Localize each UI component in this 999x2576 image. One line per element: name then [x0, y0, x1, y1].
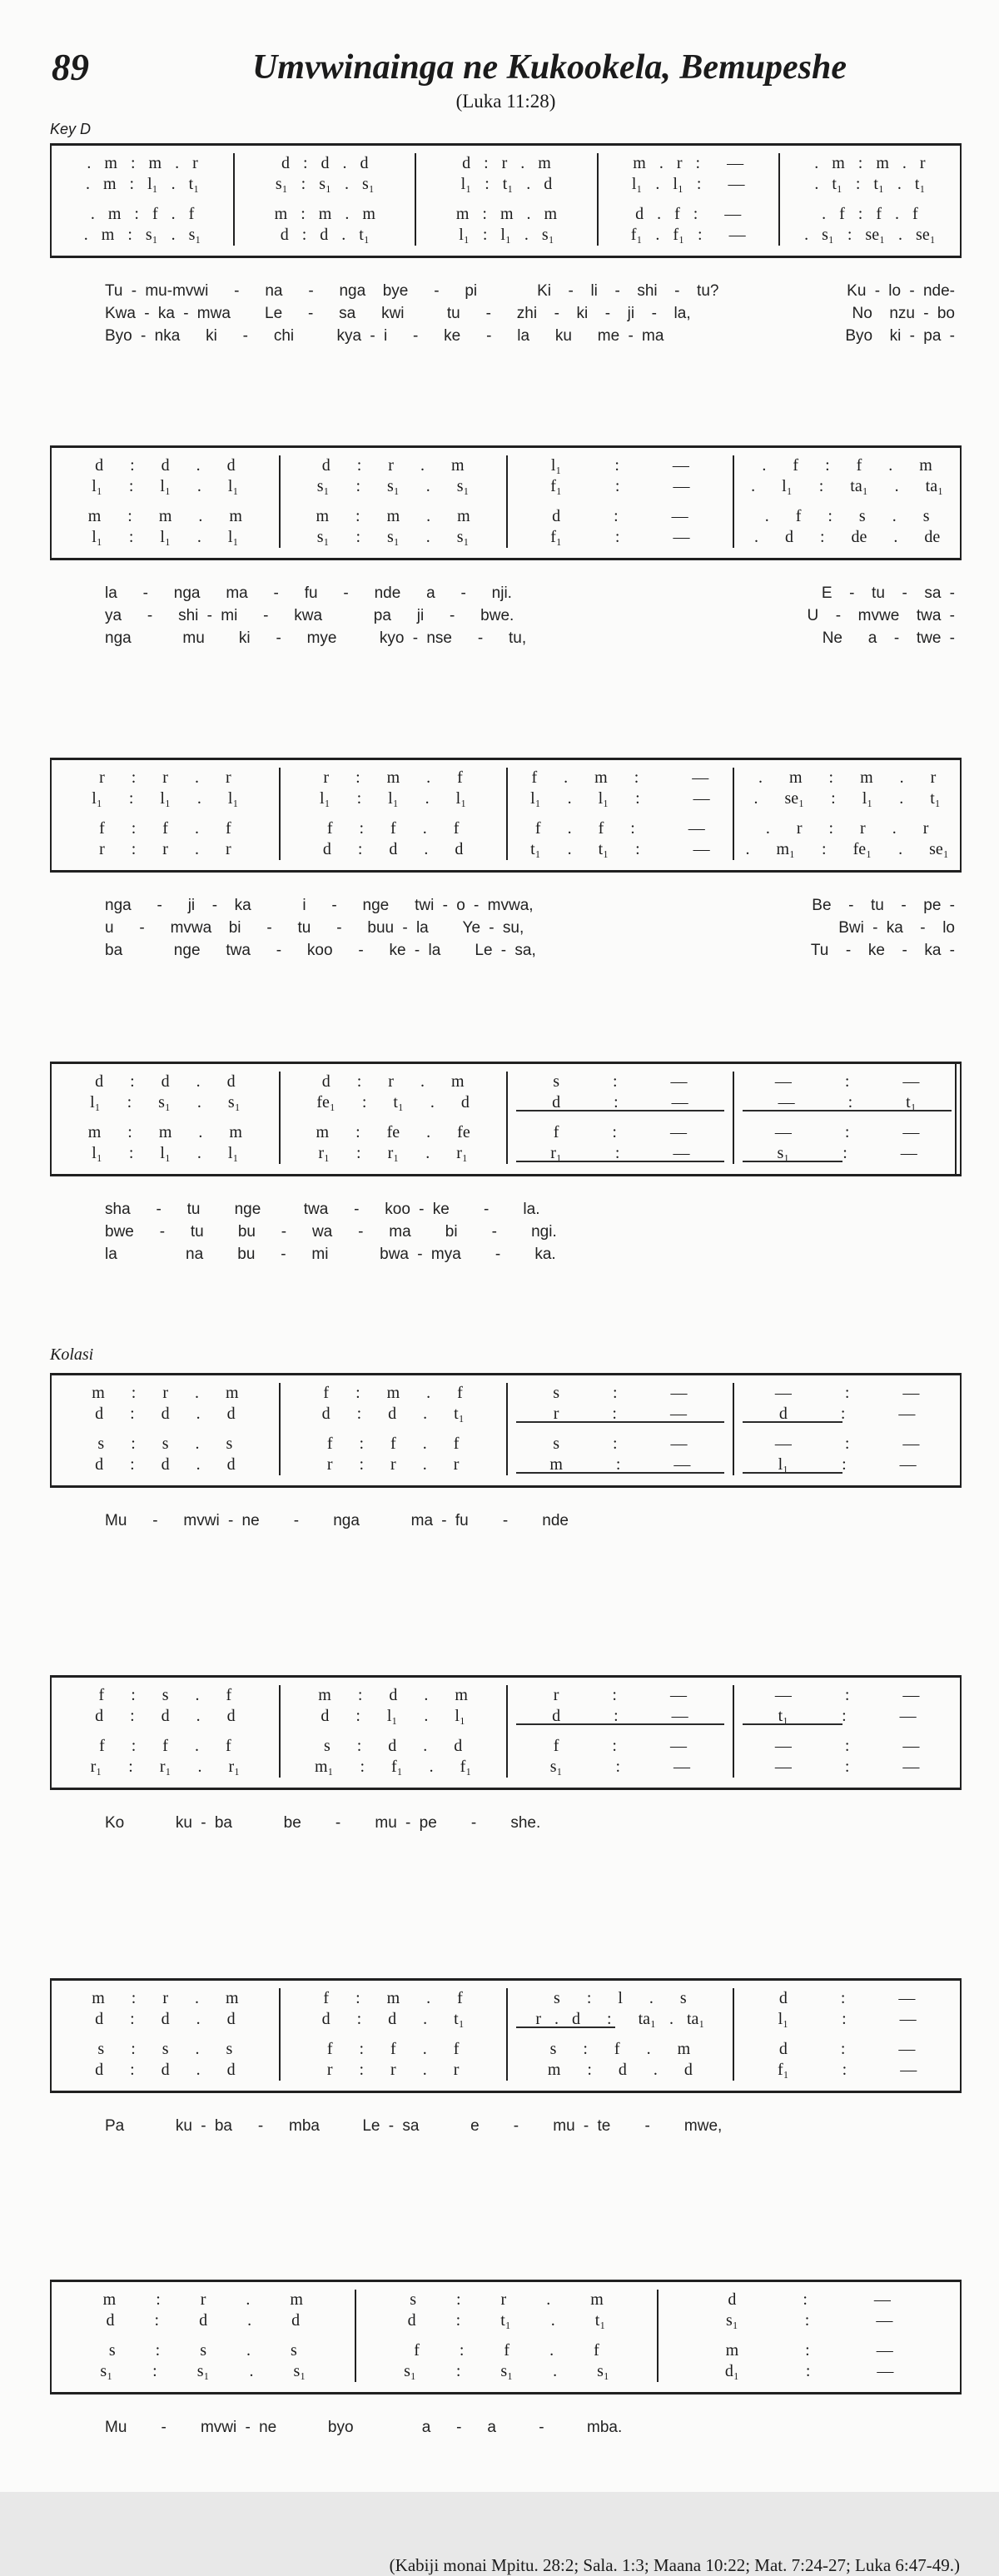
solfa-cell: l₁ : t₁ . d [415, 174, 596, 195]
solfa-cell: r : r . r [279, 2060, 506, 2081]
solfa-cell: m : fe . fe [279, 1113, 506, 1143]
solfa-system [50, 1062, 962, 1176]
solfa-cell: r : — [506, 1404, 733, 1425]
lyric-line [50, 894, 962, 917]
lyrics-block [50, 2416, 962, 2439]
solfa-cell: t₁ : — [733, 1706, 960, 1727]
solfa-cell: l₁ : l₁ . l₁ [92, 789, 239, 808]
solfa-cell: d : d . t₁ [279, 1404, 506, 1425]
solfa-cell: f . m : — [506, 768, 733, 788]
solfa-cell: d : — [657, 2290, 960, 2310]
solfa-cell: d : d . d [95, 1072, 236, 1091]
solfa-cell: s₁ : s₁ . s₁ [279, 476, 506, 497]
solfa-system [50, 2280, 962, 2394]
lyric-line [50, 604, 962, 627]
solfa-cell: d : d . d [279, 839, 506, 860]
page-header [50, 47, 962, 88]
solfa-cell: d : — [506, 497, 733, 527]
system-block [50, 1345, 962, 1532]
lyric-right: Tu - ke - ka - [810, 942, 955, 959]
lyric-line [50, 917, 962, 939]
solfa-cell: . m : m . r [778, 153, 960, 174]
solfa-cell: r₁ : — [506, 1143, 733, 1164]
lyric-line [50, 302, 962, 325]
lyric-left: Tu - mu-mvwi - na - nga bye - pi Ki - li - shi - tu? [105, 282, 719, 300]
solfa-cell: f : f . f [99, 819, 231, 838]
solfa-cell: r₁ : r₁ . r₁ [279, 1143, 506, 1164]
system-block [50, 1062, 962, 1266]
solfa-cell: m₁ : f₁ . f₁ [279, 1757, 506, 1778]
solfa-cell: l₁ : l₁ . l₁ [92, 1144, 239, 1162]
solfa-cell: s₁ : s₁ . s₁ [279, 527, 506, 548]
solfa-cell: l₁ : l₁ . l₁ [92, 528, 239, 546]
solfa-cell: f₁ : — [506, 476, 733, 497]
lyric-left: u - mvwa bi - tu - buu - la Ye - su, [105, 919, 524, 937]
lyric-line [50, 2115, 962, 2137]
solfa-system [50, 445, 962, 560]
lyric-line [50, 627, 962, 649]
lyric-left: Pa ku - ba - mba Le - sa e - mu - te - mwe, [105, 2117, 723, 2135]
solfa-cell: f : f . f [279, 809, 506, 839]
solfa-cell: l₁ : l₁ . l₁ [279, 788, 506, 809]
lyric-left: Byo - nka ki - chi kya - i - ke - la ku me - ma [105, 327, 664, 345]
solfa-cell: s : — [506, 1425, 733, 1455]
hymn-number: 89 [52, 47, 89, 88]
lyric-line [50, 280, 962, 302]
solfa-cell: l₁ : — [733, 1455, 960, 1475]
solfa-cell: m : d . m [279, 1685, 506, 1706]
solfa-cell: — : — [733, 1425, 960, 1455]
solfa-cell: d : d . d [95, 456, 236, 475]
lyric-line [50, 1243, 962, 1266]
solfa-cell: f₁ . f₁ : — [597, 225, 778, 246]
solfa-cell: m . r : — [597, 153, 778, 174]
section-label-kolasi: Kolasi [50, 1345, 94, 1364]
solfa-cell: — : t₁ [733, 1092, 960, 1113]
solfa-cell: d : l₁ . l₁ [279, 1706, 506, 1727]
solfa-cell: f : — [506, 1727, 733, 1757]
solfa-cell: m : m . m [87, 1123, 242, 1141]
system-block [50, 1675, 962, 1834]
lyric-line [50, 582, 962, 604]
system-block [50, 758, 962, 962]
lyric-left: ba nge twa - koo - ke - la Le - sa, [105, 942, 536, 959]
solfa-system [50, 1675, 962, 1790]
solfa-cell: d : d . d [95, 1405, 236, 1423]
lyric-left: Ko ku - ba be - mu - pe - she. [105, 1814, 541, 1832]
solfa-cell: s : s . s [108, 2341, 297, 2360]
solfa-cell: d : — [733, 2030, 960, 2060]
solfa-cell: s₁ : s₁ . s₁ [355, 2361, 658, 2382]
lyrics-block [50, 1198, 962, 1266]
lyric-right: U - mvwe twa - [807, 607, 955, 624]
lyrics-block [50, 582, 962, 649]
solfa-cell: — : — [733, 1113, 960, 1143]
solfa-cell: l₁ : s₁ . s₁ [90, 1093, 241, 1111]
solfa-cell: d : d . d [233, 153, 415, 174]
solfa-system [50, 143, 962, 258]
lyric-line [50, 1221, 962, 1243]
lyric-line [50, 1812, 962, 1834]
solfa-cell: . m : m . r [733, 768, 960, 788]
solfa-cell: r : r . r [99, 840, 231, 858]
lyric-line [50, 325, 962, 347]
solfa-cell: . f : f . f [778, 195, 960, 225]
solfa-cell: . r : r . r [733, 809, 960, 839]
solfa-cell: — : — [733, 1383, 960, 1404]
solfa-cell: f : f . f [279, 2030, 506, 2060]
solfa-cell: d : d . t₁ [279, 2009, 506, 2030]
solfa-cell: d : d . d [95, 2010, 236, 2028]
system-block [50, 445, 962, 649]
solfa-cell: — : — [733, 1727, 960, 1757]
solfa-cell: s : f . m [506, 2030, 733, 2060]
solfa-cell: f : m . f [279, 1988, 506, 2009]
solfa-cell: . se₁ : l₁ . t₁ [733, 788, 960, 809]
solfa-cell: s : s . s [97, 1435, 233, 1453]
lyric-left: Mu - mvwi - ne byo a - a - mba. [105, 2419, 623, 2436]
solfa-cell: l₁ : l₁ . l₁ [92, 477, 239, 495]
solfa-cell: f : m . f [279, 1383, 506, 1404]
system-block [50, 1978, 962, 2137]
solfa-cell: d : d . d [95, 1707, 236, 1725]
solfa-cell: m : m . m [233, 195, 415, 225]
solfa-cell: s : l . s [506, 1988, 733, 2009]
solfa-cell: f : f . f [355, 2331, 658, 2361]
solfa-cell: . t₁ : t₁ . t₁ [778, 174, 960, 195]
solfa-cell: d . f : — [597, 195, 778, 225]
solfa-cell: d : r . m [415, 153, 596, 174]
solfa-cell: m : m . m [87, 507, 242, 525]
solfa-cell: . f : f . m [733, 455, 960, 476]
solfa-cell: . m : l₁ . t₁ [86, 175, 200, 193]
solfa-cell: m : r . m [102, 2290, 303, 2309]
solfa-cell: . m₁ : fe₁ . se₁ [733, 839, 960, 860]
solfa-cell: fe₁ : t₁ . d [279, 1092, 506, 1113]
solfa-cell: t₁ . t₁ : — [506, 839, 733, 860]
lyric-right: Ku - lo - nde- [847, 282, 955, 300]
solfa-cell: d : — [506, 1092, 733, 1113]
solfa-cell: l₁ . l₁ : — [597, 174, 778, 195]
lyrics-block [50, 1812, 962, 1834]
solfa-cell: f₁ : — [506, 527, 733, 548]
solfa-cell: f : f . f [279, 1425, 506, 1455]
solfa-cell: s : r . m [355, 2290, 658, 2310]
solfa-cell: . m : s₁ . s₁ [83, 226, 201, 244]
solfa-cell: m : r . m [92, 1384, 239, 1402]
solfa-cell: . s₁ : se₁ . se₁ [778, 225, 960, 246]
solfa-system [50, 1373, 962, 1488]
solfa-cell: f : — [506, 1113, 733, 1143]
solfa-cell: s : — [506, 1383, 733, 1404]
solfa-cell: l₁ : — [506, 455, 733, 476]
solfa-cell: d : d . d [95, 2061, 236, 2079]
solfa-cell: . m : m . r [87, 154, 198, 172]
solfa-cell: m : m . m [279, 497, 506, 527]
solfa-cell: s₁ : s₁ . s₁ [100, 2362, 306, 2380]
lyric-left: nga mu ki - mye kyo - nse - tu, [105, 629, 527, 647]
solfa-cell: . d : de . de [733, 527, 960, 548]
solfa-cell: — : — [733, 1757, 960, 1778]
solfa-cell: d : — [733, 1404, 960, 1425]
lyric-left: ya - shi - mi - kwa pa ji - bwe. [105, 607, 514, 624]
solfa-cell: m : m . m [415, 195, 596, 225]
page-title: Umvwinainga ne Kukookela, Bemupeshe [251, 48, 847, 87]
solfa-cell: r . d : ta₁ . ta₁ [506, 2009, 733, 2030]
lyric-left: nga - ji - ka i - nge twi - o - mvwa, [105, 897, 534, 914]
lyric-line [50, 2416, 962, 2439]
solfa-cell: m : — [657, 2331, 960, 2361]
lyric-right: Byo ki - pa - [845, 327, 955, 345]
solfa-cell: m : — [506, 1455, 733, 1475]
solfa-cell: d : — [733, 1988, 960, 2009]
solfa-cell: s : — [506, 1072, 733, 1092]
solfa-cell: l₁ . l₁ : — [506, 788, 733, 809]
key-signature-label: Key D [50, 121, 92, 137]
solfa-cell: d₁ : — [657, 2361, 960, 2382]
solfa-cell: f : s . f [98, 1686, 232, 1704]
solfa-cell: f₁ : — [733, 2060, 960, 2081]
system-block [50, 2280, 962, 2439]
solfa-cell: . l₁ : ta₁ . ta₁ [733, 476, 960, 497]
solfa-cell: d : d . t₁ [233, 225, 415, 246]
lyric-left: Kwa - ka - mwa Le - sa kwi tu - zhi - ki - ji - la, [105, 305, 691, 322]
solfa-system [50, 758, 962, 873]
lyrics-block [50, 280, 962, 347]
footer-references: (Kabiji monai Mpitu. 28:2; Sala. 1:3; Maana 10:22; Mat. 7:24-27; Luka 6:47-49.) [389, 2555, 960, 2575]
solfa-cell: s : s . s [97, 2040, 233, 2058]
solfa-cell: s₁ : — [506, 1757, 733, 1778]
lyric-left: Mu - mvwi - ne - nga ma - fu - nde [105, 1512, 569, 1529]
lyrics-block [50, 894, 962, 962]
solfa-cell: r : m . f [279, 768, 506, 788]
solfa-cell: m : r . m [92, 1989, 239, 2007]
solfa-cell: d : t₁ . t₁ [355, 2310, 658, 2331]
lyric-left: sha - tu nge twa - koo - ke - la. [105, 1201, 540, 1218]
solfa-cell: d : r . m [279, 455, 506, 476]
solfa-cell: r₁ : r₁ . r₁ [90, 1758, 241, 1776]
solfa-cell: f . f : — [506, 809, 733, 839]
notation-systems [50, 143, 962, 2439]
solfa-cell: s : d . d [279, 1727, 506, 1757]
solfa-cell: . m : f . f [90, 205, 195, 223]
lyrics-block [50, 1509, 962, 1532]
solfa-cell: l₁ : l₁ . s₁ [415, 225, 596, 246]
solfa-cell: f : f . f [99, 1737, 231, 1755]
lyric-right: No nzu - bo [852, 305, 955, 322]
scripture-reference: (Luka 11:28) [455, 91, 556, 112]
solfa-cell: — : — [733, 1072, 960, 1092]
lyric-line [50, 1509, 962, 1532]
solfa-cell: . f : s . s [733, 497, 960, 527]
solfa-cell: m : d . d [506, 2060, 733, 2081]
solfa-cell: s₁ : s₁ . s₁ [233, 174, 415, 195]
solfa-cell: s₁ : — [733, 1143, 960, 1164]
lyric-left: bwe - tu bu - wa - ma bi - ngi. [105, 1223, 557, 1241]
lyric-left: la - nga ma - fu - nde a - nji. [105, 584, 512, 602]
solfa-cell: — : — [733, 1685, 960, 1706]
lyric-left: la na bu - mi bwa - mya - ka. [105, 1246, 556, 1263]
lyric-right: Be - tu - pe - [812, 897, 955, 914]
lyrics-block [50, 2115, 962, 2137]
solfa-system [50, 1978, 962, 2093]
lyric-right: Ne a - twe - [822, 629, 955, 647]
solfa-cell: d : r . m [279, 1072, 506, 1092]
lyric-right: E - tu - sa - [821, 584, 955, 602]
solfa-cell: d : d . d [95, 1455, 236, 1474]
lyric-right: Bwi - ka - lo [838, 919, 955, 937]
lyric-line [50, 939, 962, 962]
solfa-cell: d : d . d [106, 2311, 301, 2330]
solfa-cell: l₁ : — [733, 2009, 960, 2030]
solfa-cell: s₁ : — [657, 2310, 960, 2331]
solfa-cell: r : — [506, 1685, 733, 1706]
lyric-line [50, 1198, 962, 1221]
solfa-cell: r : r . r [279, 1455, 506, 1475]
solfa-cell: d : — [506, 1706, 733, 1727]
system-block [50, 143, 962, 347]
solfa-cell: r : r . r [99, 768, 231, 787]
